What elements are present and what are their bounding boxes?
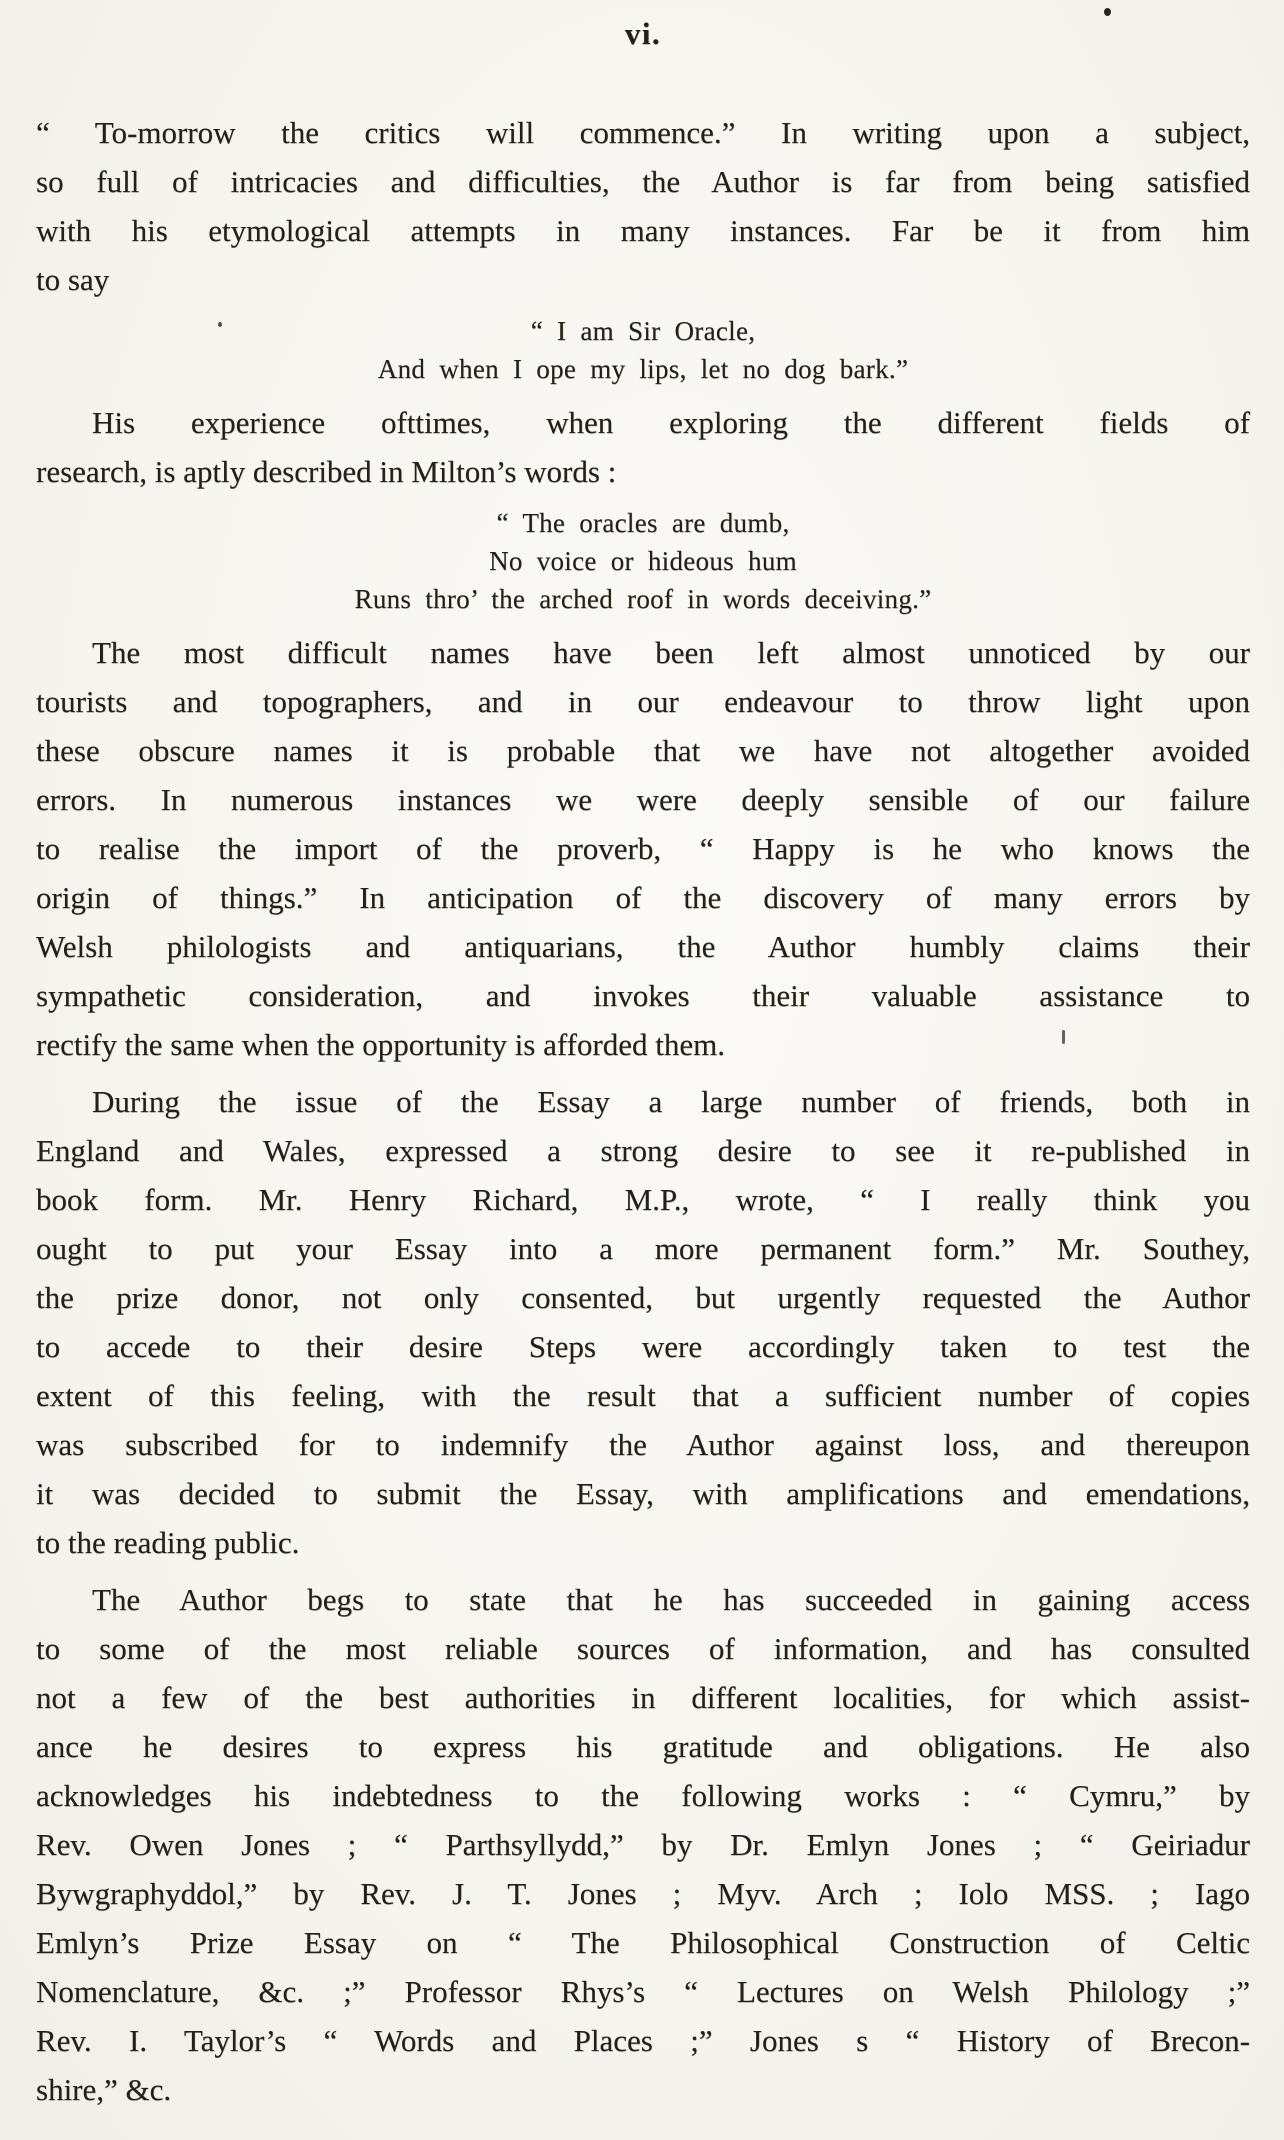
text-line: it was decided to submit the Essay, with amplifications and emendations, — [36, 1476, 1250, 1511]
text-line: The most difficult names have been left almost unnoticed by our — [92, 635, 1250, 670]
text-line: to the reading public. — [36, 1525, 300, 1560]
paragraph-5 — [36, 1575, 1250, 2114]
text-line: Emlyn’s Prize Essay on “ The Philosophical Construction of Celtic — [36, 1925, 1250, 1960]
text-line: rectify the same when the opportunity is afforded them. — [36, 1027, 725, 1062]
text-line: The Author begs to state that he has succeeded in gaining access — [92, 1582, 1250, 1617]
text-line: sympathetic consideration, and invokes their valuable assistance to — [36, 978, 1250, 1013]
text-line: not a few of the best authorities in different localities, for which assist- — [36, 1680, 1250, 1715]
text-line: Rev. Owen Jones ; “ Parthsyllydd,” by Dr. Emlyn Jones ; “ Geiriadur — [36, 1827, 1250, 1862]
text-line: extent of this feeling, with the result that a sufficient number of copies — [36, 1378, 1250, 1413]
verse-line: Runs thro’ the arched roof in words deceiving.” — [354, 584, 932, 614]
page-number: vi. — [624, 16, 662, 51]
text-line: with his etymological attempts in many instances. Far be it from him — [36, 213, 1250, 248]
text-line: tourists and topographers, and in our endeavour to throw light upon — [36, 684, 1250, 719]
paragraph-1 — [36, 108, 1250, 304]
text-line: Bywgraphyddol,” by Rev. J. T. Jones ; Myv. Arch ; Iolo MSS. ; Iago — [36, 1876, 1250, 1911]
text-line: research, is aptly described in Milton’s words : — [36, 454, 617, 489]
text-line: “ To-morrow the critics will commence.” In writing upon a subject, — [36, 115, 1250, 150]
verse-line: “ The oracles are dumb, — [496, 508, 790, 538]
verse-line: And when I ope my lips, let no dog bark.” — [377, 354, 909, 384]
text-line: origin of things.” In anticipation of the discovery of many errors by — [36, 880, 1250, 915]
text-line: to accede to their desire Steps were accordingly taken to test the — [36, 1329, 1250, 1364]
text-line: Rev. I. Taylor’s “ Words and Places ;” Jones s “ History of Brecon- — [36, 2023, 1250, 2058]
verse-line: No voice or hideous hum — [489, 546, 797, 576]
scan-speck — [218, 322, 222, 327]
text-line: Welsh philologists and antiquarians, the Author humbly claims their — [36, 929, 1250, 964]
text-line: these obscure names it is probable that we have not altogether avoided — [36, 733, 1250, 768]
text-line: the prize donor, not only consented, but urgently requested the Author — [36, 1280, 1250, 1315]
text-line: ance he desires to express his gratitude and obligations. He also — [36, 1729, 1250, 1764]
text-line: to some of the most reliable sources of information, and has consulted — [36, 1631, 1250, 1666]
verse-line: “ I am Sir Oracle, — [530, 316, 756, 346]
paragraph-2 — [36, 398, 1250, 496]
text-line: During the issue of the Essay a large number of friends, both in — [92, 1084, 1250, 1119]
text-line: His experience ofttimes, when exploring the different fields of — [92, 405, 1250, 440]
scan-speck — [1062, 1030, 1065, 1044]
text-line: Nomenclature, &c. ;” Professor Rhys’s “ Lectures on Welsh Philology ;” — [36, 1974, 1250, 2009]
text-line: errors. In numerous instances we were deeply sensible of our failure — [36, 782, 1250, 817]
scan-speck — [1104, 8, 1111, 16]
text-line: book form. Mr. Henry Richard, M.P., wrote, “ I really think you — [36, 1182, 1250, 1217]
text-line: was subscribed for to indemnify the Author against loss, and thereupon — [36, 1427, 1250, 1462]
verse-quote-2 — [36, 504, 1250, 618]
text-line: so full of intricacies and difficulties, the Author is far from being satisfied — [36, 164, 1250, 199]
paragraph-3 — [36, 628, 1250, 1069]
text-line: England and Wales, expressed a strong desire to see it re-published in — [36, 1133, 1250, 1168]
text-line: shire,” &c. — [36, 2072, 172, 2107]
text-line: ought to put your Essay into a more permanent form.” Mr. Southey, — [36, 1231, 1250, 1266]
text-line: to say — [36, 262, 110, 297]
paragraph-4 — [36, 1077, 1250, 1567]
text-line: to realise the import of the proverb, “ Happy is he who knows the — [36, 831, 1250, 866]
text-line: acknowledges his indebtedness to the following works : “ Cymru,” by — [36, 1778, 1250, 1813]
